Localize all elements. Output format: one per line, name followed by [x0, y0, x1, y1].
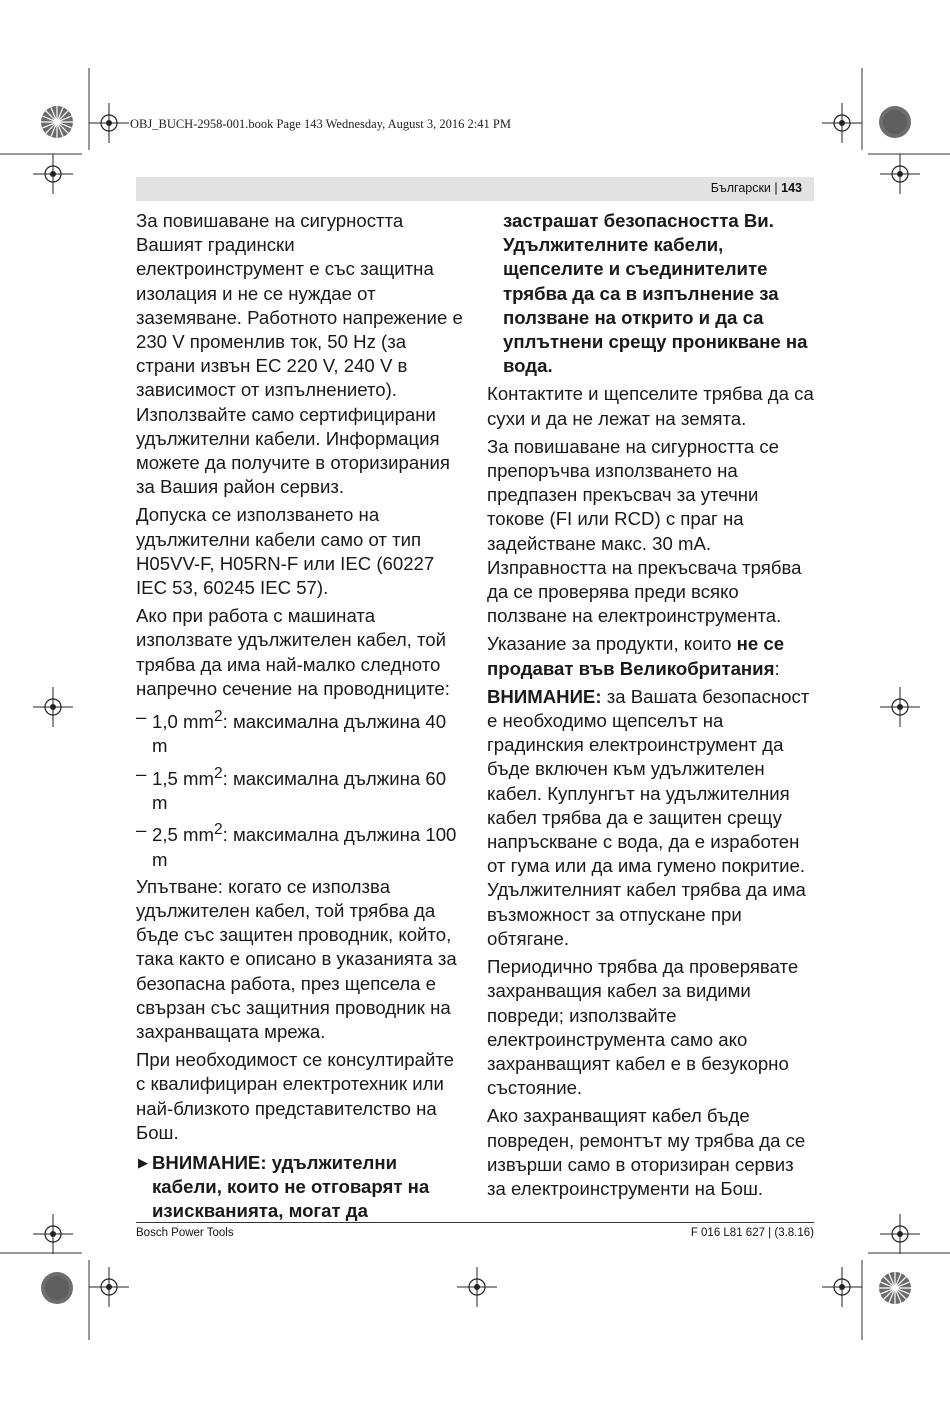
paragraph-insulation: За повишаване на сигурността Вашият градински електроинструмент е със защитна изолация и не се нуждае от заземяване. Работното напрежение е 230 V променлив ток, 50 Hz (за страни извън ЕС 220 V, 240 V в зависимост от изпълнението). Използвайте само сертифицирани удължителни кабели. Информация можете да получите в оторизирания за Вашия район сервиз.: [136, 210, 463, 498]
list-dash: –: [136, 706, 147, 728]
list-superscript: 2: [214, 708, 223, 726]
color-target-bottom-left: [40, 1271, 74, 1305]
list-text: : максимална дължина 60 m: [152, 767, 447, 814]
header-language: Български: [710, 181, 771, 195]
paragraph-cable-types: Допуска се използването на удължителни кабели само от тип H05VV-F, H05RN-F или IEC (60227 IEC 53, 60245 IEC 57).: [136, 504, 435, 599]
registration-mark-top-left: [89, 103, 129, 143]
registration-mark-bottom-center: [457, 1267, 497, 1307]
registration-mark-bottom-left: [89, 1267, 129, 1307]
paragraph-cross-section: Ако при работа с машината използвате удължителен кабел, той трябва да има най-малко следното напречно сечение на проводниците:: [136, 605, 450, 699]
registration-mark-left-lower: [33, 1214, 73, 1254]
list-superscript: 2: [214, 821, 223, 839]
registration-mark-bottom-right: [822, 1267, 862, 1307]
list-dash: –: [136, 762, 147, 784]
uk-note-prefix: Указание за продукти, които: [487, 633, 737, 655]
print-slug-line: OBJ_BUCH-2958-001.book Page 143 Wednesday, August 3, 2016 2:41 PM: [130, 117, 511, 131]
registration-mark-right-lower: [880, 1214, 920, 1254]
attention-text: за Вашата безопасност е необходимо щепселът на градинския електроинструмент да бъде включен към удължителен кабел. Куплунгът на удължителния кабел трябва да е защитен срещу напръскване с вода, да е изработен от гума или да има гумено покритие. Удължителният кабел трябва да има възможност за отпускане при обтягане.: [487, 685, 810, 949]
footer-doc-number: F 016 L81 627 | (3.8.16): [690, 1227, 814, 1239]
list-dash: –: [136, 819, 147, 841]
registration-mark-top-right: [822, 103, 862, 143]
star-target-bottom-right: [878, 1271, 912, 1305]
list-item-cross-section-1: [136, 705, 466, 759]
warning-extension-cables: [136, 1151, 466, 1224]
list-text: : максимална дължина 100 m: [152, 824, 457, 870]
list-text: : максимална дължина 40 m: [152, 711, 447, 757]
footer-brand: Bosch Power Tools: [136, 1227, 234, 1239]
uk-note-bold: не се продават във Великобритания: [487, 633, 785, 679]
list-size: 2,5 mm: [152, 824, 214, 846]
list-item-cross-section-3: [136, 818, 466, 872]
footer-rule: [136, 1222, 814, 1223]
page-header-bar: [136, 177, 814, 201]
warning-continuation: застрашат безопасността Ви. Удължителните кабели, щепселите и съединителите трябва да са в изпълнение за ползване на открито и да са уплътнени срещу проникване на вода.: [503, 210, 808, 377]
header-separator: |: [774, 181, 778, 195]
paragraph-attention-plug: [487, 685, 817, 951]
paragraph-uk-note: [487, 632, 817, 680]
page-number: 143: [781, 181, 802, 195]
left-column: [136, 209, 466, 1224]
list-item-cross-section-2: [136, 762, 466, 816]
paragraph-repair-service: Ако захранващият кабел бъде повреден, ремонтът му трябва да се извърши само в оторизиран сервиз за електроинструменти на Бош.: [487, 1105, 806, 1199]
list-superscript: 2: [214, 764, 223, 782]
right-column: [487, 209, 817, 1205]
bullet-arrow-icon: ▶: [138, 1155, 148, 1171]
list-size: 1,0 mm: [152, 711, 214, 733]
paragraph-rcd: За повишаване на сигурността се препоръчва използването на предпазен прекъсвач за утечни токове (FI или RCD) с праг на задействане макс. 30 mA. Изправността на прекъсвача трябва да се проверява преди всяко ползване на електроинструмента.: [487, 435, 802, 627]
paragraph-protective-conductor: Упътване: когато се използва удължителен кабел, той трябва да бъде със защитен проводник, който, така както е описано в указанията за безопасна работа, през щепсела е свързан със защитния проводник на захранващата мрежа.: [136, 875, 457, 1043]
registration-mark-left-middle: [33, 687, 73, 727]
registration-mark-right-upper: [880, 154, 920, 194]
paragraph-inspect-cable: Периодично трябва да проверявате захранващия кабел за видими повреди; използвайте електроинструмента само ако захранващият кабел е в безукорно състояние.: [487, 956, 799, 1099]
warning-text: ВНИМАНИЕ: удължителни кабели, които не отговарят на изискванията, могат да: [152, 1152, 430, 1222]
paragraph-dry-contacts: Контактите и щепселите трябва да са сухи и да не лежат на земята.: [487, 383, 814, 429]
star-target-top-left: [40, 105, 74, 139]
attention-label: ВНИМАНИЕ:: [487, 685, 602, 707]
registration-mark-right-middle: [880, 687, 920, 727]
color-target-top-right: [878, 105, 912, 139]
paragraph-consult-electrician: При необходимост се консултирайте с квалифициран електротехник или най-близкото представителство на Бош.: [136, 1049, 455, 1143]
uk-note-suffix: :: [774, 657, 780, 679]
registration-mark-left-upper: [33, 154, 73, 194]
list-size: 1,5 mm: [152, 767, 214, 789]
page-header-label: [711, 181, 802, 195]
